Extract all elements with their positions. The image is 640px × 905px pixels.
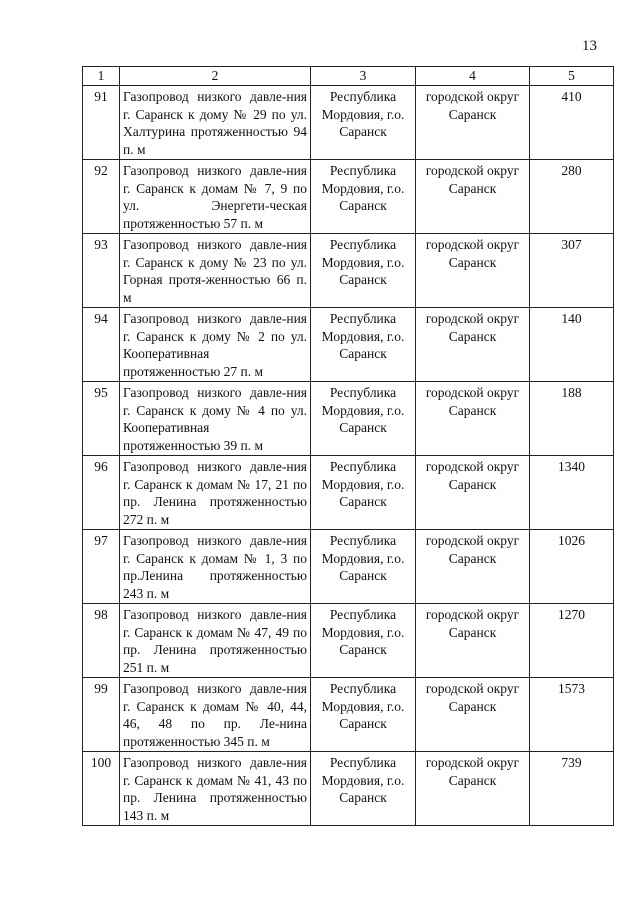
description-cell: Газопровод низкого давле-ния г. Саранск к дому № 2 по ул. Кооперативная протяженностью 27 п. м xyxy=(120,308,311,382)
table-row xyxy=(83,604,614,678)
value-cell: 1573 xyxy=(530,678,614,752)
row-number-cell: 96 xyxy=(83,456,120,530)
row-number-cell: 92 xyxy=(83,160,120,234)
district-cell: городской округ Саранск xyxy=(416,456,530,530)
district-cell: городской округ Саранск xyxy=(416,86,530,160)
column-header: 4 xyxy=(416,67,530,86)
table-row xyxy=(83,308,614,382)
district-cell: городской округ Саранск xyxy=(416,678,530,752)
description-cell: Газопровод низкого давле-ния г. Саранск к дому № 23 по ул. Горная протя-женностью 66 п. м xyxy=(120,234,311,308)
region-cell: Республика Мордовия, г.о. Саранск xyxy=(311,308,416,382)
region-cell: Республика Мордовия, г.о. Саранск xyxy=(311,604,416,678)
row-number-cell: 94 xyxy=(83,308,120,382)
value-cell: 307 xyxy=(530,234,614,308)
column-header: 5 xyxy=(530,67,614,86)
row-number-cell: 99 xyxy=(83,678,120,752)
district-cell: городской округ Саранск xyxy=(416,530,530,604)
row-number-cell: 98 xyxy=(83,604,120,678)
value-cell: 280 xyxy=(530,160,614,234)
region-cell: Республика Мордовия, г.о. Саранск xyxy=(311,86,416,160)
district-cell: городской округ Саранск xyxy=(416,308,530,382)
description-cell: Газопровод низкого давле-ния г. Саранск к домам № 17, 21 по пр. Ленина протяженностью 272 п. м xyxy=(120,456,311,530)
table-row xyxy=(83,752,614,826)
table-row xyxy=(83,678,614,752)
region-cell: Республика Мордовия, г.о. Саранск xyxy=(311,752,416,826)
row-number-cell: 95 xyxy=(83,382,120,456)
column-header: 2 xyxy=(120,67,311,86)
district-cell: городской округ Саранск xyxy=(416,234,530,308)
description-cell: Газопровод низкого давле-ния г. Саранск к дому № 29 по ул. Халтурина протяженностью 94 п. м xyxy=(120,86,311,160)
table-row xyxy=(83,456,614,530)
district-cell: городской округ Саранск xyxy=(416,160,530,234)
column-number-row xyxy=(83,67,614,86)
description-cell: Газопровод низкого давле-ния г. Саранск к домам № 47, 49 по пр. Ленина протяженностью 251 п. м xyxy=(120,604,311,678)
row-number-cell: 91 xyxy=(83,86,120,160)
value-cell: 1026 xyxy=(530,530,614,604)
description-cell: Газопровод низкого давле-ния г. Саранск к домам № 1, 3 по пр.Ленина протяженностью 243 п. м xyxy=(120,530,311,604)
district-cell: городской округ Саранск xyxy=(416,382,530,456)
value-cell: 410 xyxy=(530,86,614,160)
row-number-cell: 97 xyxy=(83,530,120,604)
value-cell: 1340 xyxy=(530,456,614,530)
table-row xyxy=(83,530,614,604)
table-row xyxy=(83,86,614,160)
value-cell: 1270 xyxy=(530,604,614,678)
region-cell: Республика Мордовия, г.о. Саранск xyxy=(311,234,416,308)
value-cell: 739 xyxy=(530,752,614,826)
row-number-cell: 93 xyxy=(83,234,120,308)
region-cell: Республика Мордовия, г.о. Саранск xyxy=(311,160,416,234)
table-row xyxy=(83,234,614,308)
district-cell: городской округ Саранск xyxy=(416,604,530,678)
description-cell: Газопровод низкого давле-ния г. Саранск к домам № 41, 43 по пр. Ленина протяженностью 143 п. м xyxy=(120,752,311,826)
region-cell: Республика Мордовия, г.о. Саранск xyxy=(311,530,416,604)
table-row xyxy=(83,382,614,456)
district-cell: городской округ Саранск xyxy=(416,752,530,826)
region-cell: Республика Мордовия, г.о. Саранск xyxy=(311,382,416,456)
gas-pipeline-table xyxy=(82,66,614,826)
region-cell: Республика Мордовия, г.о. Саранск xyxy=(311,456,416,530)
description-cell: Газопровод низкого давле-ния г. Саранск к домам № 7, 9 по ул. Энергети-ческая протяженностью 57 п. м xyxy=(120,160,311,234)
description-cell: Газопровод низкого давле-ния г. Саранск к дому № 4 по ул. Кооперативная протяженностью 39 п. м xyxy=(120,382,311,456)
description-cell: Газопровод низкого давле-ния г. Саранск к домам № 40, 44, 46, 48 по пр. Ле-нина протяженностью 345 п. м xyxy=(120,678,311,752)
row-number-cell: 100 xyxy=(83,752,120,826)
value-cell: 140 xyxy=(530,308,614,382)
value-cell: 188 xyxy=(530,382,614,456)
region-cell: Республика Мордовия, г.о. Саранск xyxy=(311,678,416,752)
table-row xyxy=(83,160,614,234)
column-header: 3 xyxy=(311,67,416,86)
column-header: 1 xyxy=(83,67,120,86)
page-number: 13 xyxy=(582,38,597,54)
